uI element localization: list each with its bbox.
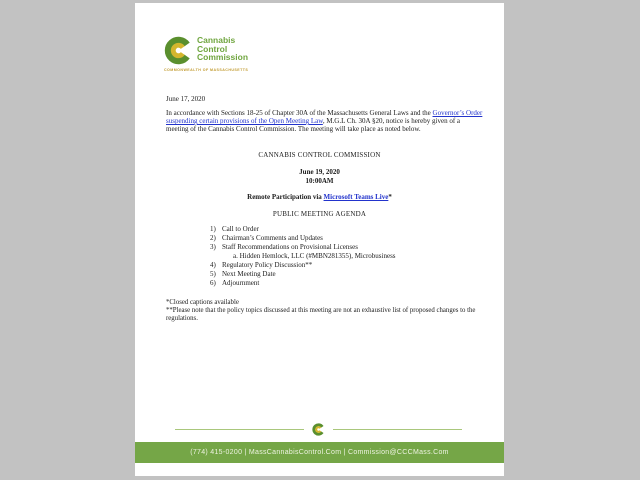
agenda-item-number: 3) (210, 243, 216, 251)
logo-word-3: Commission (197, 52, 249, 62)
agenda-item-text: Chairman’s Comments and Updates (222, 234, 323, 242)
agenda-item-text: Regulatory Policy Discussion** (222, 261, 313, 269)
teams-live-link[interactable]: Microsoft Teams Live (323, 193, 389, 201)
ccc-footer-logo-icon (312, 423, 325, 436)
footer-divider (175, 423, 462, 436)
agenda-item-4 (210, 261, 396, 270)
agenda-item-number: 1) (210, 225, 216, 233)
open-meeting-law-link[interactable]: Governor’s Order suspending certain provisions of the Open Meeting Law (166, 109, 483, 125)
remote-participation-line (135, 193, 504, 201)
intro-text-before: In accordance with Sections 18-25 of Chapter 30A of the Massachusetts General Laws and the (166, 109, 433, 117)
agenda-item-number: 5) (210, 270, 216, 278)
remote-text-before: Remote Participation via (247, 193, 324, 201)
meeting-date: June 19, 2020 (299, 168, 340, 176)
ccc-logo-icon (164, 36, 193, 65)
divider-line-left (175, 429, 304, 430)
agenda-item-text: Staff Recommendations on Provisional Licenses (222, 243, 358, 251)
agenda-item-2 (210, 234, 396, 243)
footnotes (166, 299, 483, 323)
footer-bar (135, 442, 504, 463)
agenda-subitem-3a: a. Hidden Hemlock, LLC (#MBN281355), Microbusiness (233, 252, 396, 260)
intro-text-after: , M.G.L Ch. 30A §20, notice is hereby given of a meeting of the Cannabis Control Commission. The meeting will take place as noted below. (166, 117, 461, 133)
letter-date: June 17, 2020 (166, 95, 206, 103)
agenda-item-number: 6) (210, 279, 216, 287)
divider-line-right (333, 429, 462, 430)
agenda-item-number: 2) (210, 234, 216, 242)
meeting-datetime (135, 168, 504, 185)
org-title: CANNABIS CONTROL COMMISSION (258, 151, 381, 159)
agenda-item-text: Adjournment (222, 279, 260, 287)
logo-tagline: COMMONWEALTH OF MASSACHUSETTS (164, 68, 249, 72)
logo-wordmark (197, 36, 248, 62)
agenda-item-6 (210, 279, 396, 288)
footer-contact: (774) 415-0200 | MassCannabisControl.Com | Commission@CCCMass.Com (190, 449, 449, 456)
agenda-item-3 (210, 243, 396, 252)
agenda-item-text: Call to Order (222, 225, 259, 233)
agenda-item-1 (210, 225, 396, 234)
document-page (135, 3, 504, 476)
footnote-closed-captions: *Closed captions available (166, 299, 239, 306)
logo-word-1: Cannabis (197, 35, 236, 45)
agenda-item-5 (210, 270, 396, 279)
remote-asterisk: * (388, 193, 392, 201)
footnote-policy-topics: **Please note that the policy topics discussed at this meeting are not an exhaustive list of proposed changes to the regulations. (166, 307, 476, 322)
meeting-time: 10:00AM (305, 176, 334, 185)
agenda-item-number: 4) (210, 261, 216, 269)
agenda-item-text: Next Meeting Date (222, 270, 276, 278)
agenda-list (210, 225, 396, 288)
ccc-logo (164, 36, 248, 72)
intro-paragraph (166, 109, 483, 133)
logo-word-2: Control (197, 43, 228, 54)
agenda-title: PUBLIC MEETING AGENDA (272, 210, 367, 218)
